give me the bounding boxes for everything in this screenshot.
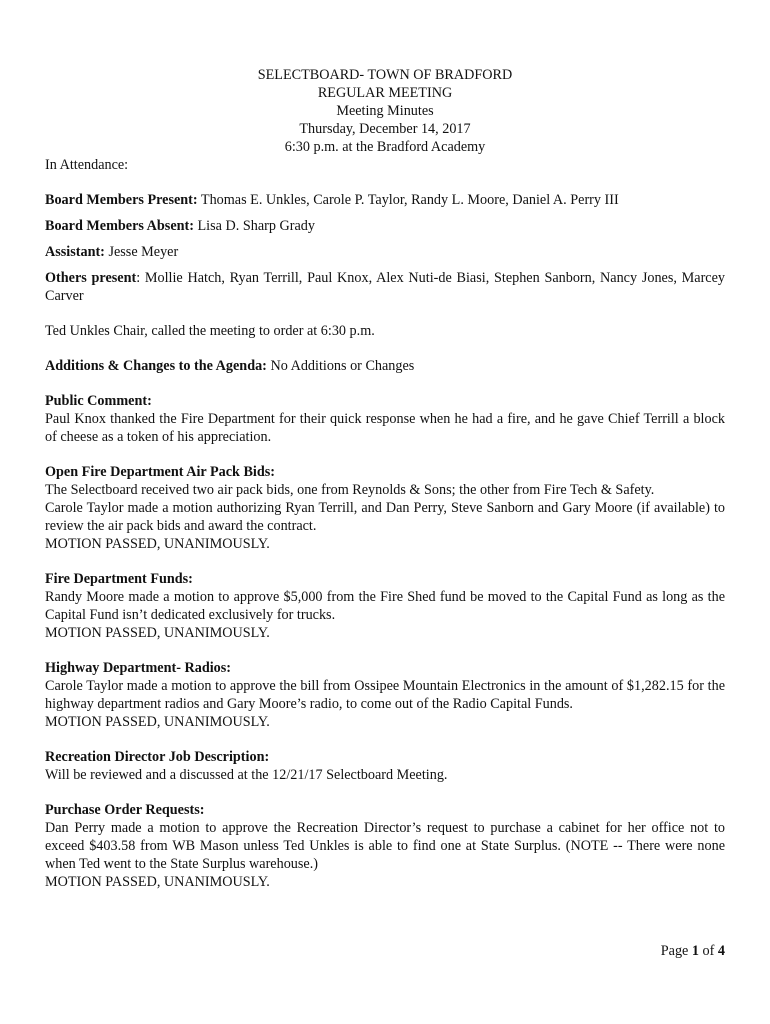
agenda-value: No Additions or Changes <box>266 358 415 374</box>
section-body: Carole Taylor made a motion authorizing Ryan Terrill, and Dan Perry, Steve Sanborn and Gary Moore (if available) to review the air pack bids and award the contract. <box>45 500 725 534</box>
motion-result: MOTION PASSED, UNANIMOUSLY. <box>45 714 270 730</box>
motion-result: MOTION PASSED, UNANIMOUSLY. <box>45 625 270 641</box>
motion-result: MOTION PASSED, UNANIMOUSLY. <box>45 874 270 890</box>
section-heading: Fire Department Funds: <box>45 571 193 587</box>
agenda-label: Additions & Changes to the Agenda: <box>45 358 267 374</box>
document-header <box>45 66 725 156</box>
section-body: Randy Moore made a motion to approve $5,000 from the Fire Shed fund be moved to the Capital Fund as long as the Capital Fund isn’t dedicated exclusively for trucks. <box>45 589 725 623</box>
assistant-label: Assistant: <box>45 244 105 260</box>
section-heading: Public Comment: <box>45 393 152 409</box>
call-to-order: Ted Unkles Chair, called the meeting to order at 6:30 p.m. <box>45 323 375 339</box>
header-title: SELECTBOARD- TOWN OF BRADFORD <box>257 67 513 83</box>
header-doc-type: Meeting Minutes <box>336 103 434 119</box>
section-heading: Purchase Order Requests: <box>45 802 205 818</box>
board-absent-label: Board Members Absent: <box>45 218 194 234</box>
section-heading: Open Fire Department Air Pack Bids: <box>45 464 276 480</box>
board-present-label: Board Members Present: <box>45 192 198 208</box>
agenda-line <box>45 357 725 375</box>
board-present-value: Thomas E. Unkles, Carole P. Taylor, Randy L. Moore, Daniel A. Perry III <box>197 192 619 208</box>
header-time-location: 6:30 p.m. at the Bradford Academy <box>284 139 486 155</box>
document-page <box>45 66 725 891</box>
header-date: Thursday, December 14, 2017 <box>299 121 471 137</box>
attendance-label: In Attendance: <box>45 157 129 173</box>
others-present-line <box>45 269 725 305</box>
section-fire-dept-funds <box>45 570 725 642</box>
motion-result: MOTION PASSED, UNANIMOUSLY. <box>45 536 270 552</box>
board-absent-value: Lisa D. Sharp Grady <box>193 218 315 234</box>
board-present-line <box>45 191 725 209</box>
assistant-value: Jesse Meyer <box>104 244 179 260</box>
others-present-value: : Mollie Hatch, Ryan Terrill, Paul Knox, Alex Nuti-de Biasi, Stephen Sanborn, Nancy Jones, Marcey Carver <box>45 270 725 304</box>
section-heading: Highway Department- Radios: <box>45 660 232 676</box>
page-word: Page <box>660 943 692 959</box>
section-body: Carole Taylor made a motion to approve the bill from Ossipee Mountain Electronics in the amount of $1,282.15 for the highway department radios and Gary Moore’s radio, to come out of the Radio Capital Funds. <box>45 678 725 712</box>
header-meeting-type: REGULAR MEETING <box>317 85 453 101</box>
page-total: 4 <box>717 943 725 959</box>
section-recreation-director <box>45 748 725 784</box>
of-word: of <box>698 943 718 959</box>
section-body: Paul Knox thanked the Fire Department for their quick response when he had a fire, and he gave Chief Terrill a block of cheese as a token of his appreciation. <box>45 411 725 445</box>
board-absent-line <box>45 217 725 235</box>
page-current: 1 <box>691 943 699 959</box>
assistant-line <box>45 243 725 261</box>
section-purchase-orders <box>45 801 725 891</box>
page-number <box>661 942 725 960</box>
section-body: Dan Perry made a motion to approve the Recreation Director’s request to purchase a cabinet for her office not to exceed $403.58 from WB Mason unless Ted Unkles is able to find one at State Surplus. (NOTE -- There were none when Ted went to the State Surplus warehouse.) <box>45 820 725 872</box>
section-highway-radios <box>45 659 725 731</box>
section-intro: The Selectboard received two air pack bids, one from Reynolds & Sons; the other from Fire Tech & Safety. <box>45 482 655 498</box>
section-heading: Recreation Director Job Description: <box>45 749 270 765</box>
section-air-pack-bids <box>45 463 725 553</box>
section-public-comment <box>45 392 725 446</box>
others-present-label: Others present <box>45 270 137 286</box>
section-body: Will be reviewed and a discussed at the 12/21/17 Selectboard Meeting. <box>45 767 448 783</box>
